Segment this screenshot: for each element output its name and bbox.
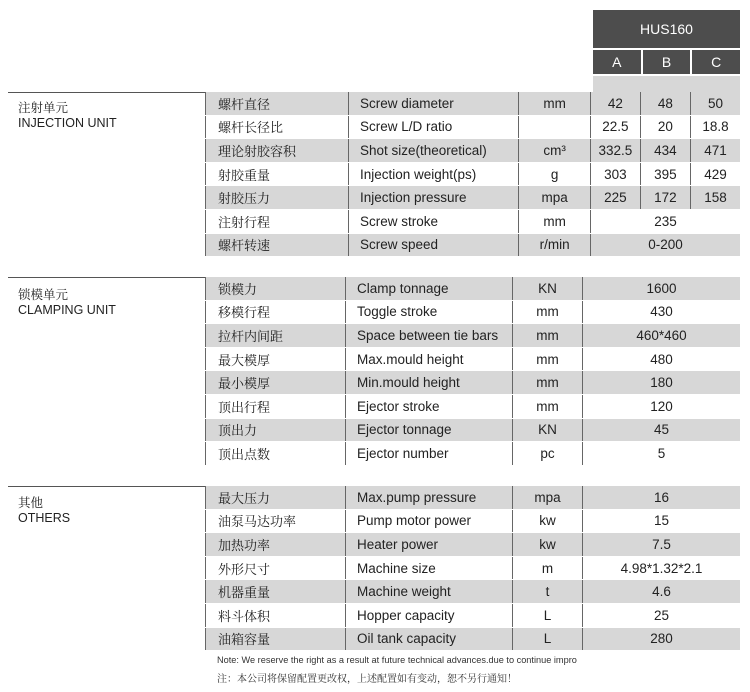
spec-row — [206, 277, 741, 300]
spec-value-a: 332.5 — [590, 139, 640, 163]
variant-b-header: B — [643, 50, 693, 74]
spec-value-b: 20 — [640, 115, 690, 139]
spec-row — [206, 115, 741, 139]
spec-name-cn: 顶出力 — [206, 418, 346, 442]
spec-value: 7.5 — [583, 533, 741, 557]
spec-value: 0-200 — [590, 233, 740, 257]
spec-row — [206, 209, 741, 233]
section-label-cn: 其他 — [18, 496, 44, 510]
spec-name-cn: 移模行程 — [206, 300, 346, 324]
spec-unit: r/min — [519, 233, 590, 257]
section-label-others — [18, 496, 70, 526]
spec-value: 280 — [583, 627, 741, 651]
spec-name-en: Toggle stroke — [346, 300, 513, 324]
spec-name-en: Ejector stroke — [346, 394, 513, 418]
spec-value-b: 48 — [640, 92, 690, 115]
variant-a-header: A — [593, 50, 643, 74]
section-label-clamping — [18, 288, 116, 318]
spec-name-en: Oil tank capacity — [346, 627, 513, 651]
section-label-cn: 注射单元 — [18, 101, 69, 115]
spec-name-en: Space between tie bars — [346, 324, 513, 348]
spec-row — [206, 371, 741, 395]
spec-unit: cm³ — [519, 139, 590, 163]
spec-value: 4.98*1.32*2.1 — [583, 556, 741, 580]
spec-unit: pc — [513, 442, 583, 466]
section-label-cn: 锁模单元 — [18, 288, 69, 302]
spec-row — [206, 233, 741, 257]
model-header — [593, 10, 740, 94]
spec-name-en: Pump motor power — [346, 509, 513, 533]
spec-value: 480 — [583, 347, 741, 371]
spec-name-cn: 外形尺寸 — [206, 556, 346, 580]
spec-unit: mm — [513, 394, 583, 418]
spec-name-en: Heater power — [346, 533, 513, 557]
spec-unit: mm — [513, 371, 583, 395]
spec-value-b: 395 — [640, 162, 690, 186]
spec-value-c: 158 — [690, 186, 740, 210]
spec-value-b: 434 — [640, 139, 690, 163]
spec-name-cn: 机器重量 — [206, 580, 346, 604]
spec-name-cn: 最大压力 — [206, 486, 346, 509]
spec-row — [206, 324, 741, 348]
spec-unit: t — [513, 580, 583, 604]
spec-value-a: 303 — [590, 162, 640, 186]
spec-value: 1600 — [583, 277, 741, 300]
spec-value: 15 — [583, 509, 741, 533]
spec-unit: L — [513, 627, 583, 651]
spec-name-cn: 螺杆转速 — [206, 233, 349, 257]
spec-row — [206, 347, 741, 371]
spec-value-b: 172 — [640, 186, 690, 210]
spec-unit: mm — [513, 324, 583, 348]
spec-unit: mpa — [513, 486, 583, 509]
spec-row — [206, 300, 741, 324]
spec-value: 5 — [583, 442, 741, 466]
spec-value: 16 — [583, 486, 741, 509]
spec-unit: kw — [513, 533, 583, 557]
spec-unit: kw — [513, 509, 583, 533]
spec-name-en: Ejector tonnage — [346, 418, 513, 442]
others-spec-table — [205, 486, 740, 651]
section-label-injection — [18, 101, 117, 131]
spec-value: 180 — [583, 371, 741, 395]
spec-name-en: Injection pressure — [348, 186, 519, 210]
spec-name-en: Hopper capacity — [346, 603, 513, 627]
spec-unit: mm — [519, 209, 590, 233]
spec-row — [206, 92, 741, 115]
note-english: Note: We reserve the right as a result at future technical advances.due to continue impro — [217, 655, 577, 665]
spec-name-en: Screw stroke — [348, 209, 519, 233]
spec-value: 25 — [583, 603, 741, 627]
spec-row — [206, 580, 741, 604]
variant-c-header: C — [692, 50, 740, 74]
spec-name-en: Clamp tonnage — [346, 277, 513, 300]
spec-name-cn: 最小模厚 — [206, 371, 346, 395]
spec-row — [206, 509, 741, 533]
spec-value-a: 225 — [590, 186, 640, 210]
spec-name-en: Max.mould height — [346, 347, 513, 371]
spec-unit: KN — [513, 277, 583, 300]
spec-name-cn: 理论射胶容积 — [206, 139, 349, 163]
spec-value-c: 18.8 — [690, 115, 740, 139]
spec-row — [206, 394, 741, 418]
model-name: HUS160 — [593, 10, 740, 48]
spec-row — [206, 533, 741, 557]
spec-value: 120 — [583, 394, 741, 418]
spec-row — [206, 486, 741, 509]
spec-unit: g — [519, 162, 590, 186]
spec-value-a: 22.5 — [590, 115, 640, 139]
variant-headers — [593, 50, 740, 74]
spec-name-cn: 料斗体积 — [206, 603, 346, 627]
clamping-spec-table — [205, 277, 740, 466]
spec-unit: m — [513, 556, 583, 580]
spec-value-c: 50 — [690, 92, 740, 115]
note-chinese: 注：本公司将保留配置更改权，上述配置如有变动，恕不另行通知！ — [217, 674, 517, 685]
spec-value: 4.6 — [583, 580, 741, 604]
spec-name-cn: 射胶压力 — [206, 186, 349, 210]
spec-name-cn: 拉杆内间距 — [206, 324, 346, 348]
spec-unit: mm — [513, 347, 583, 371]
spec-name-cn: 锁模力 — [206, 277, 346, 300]
spec-row — [206, 418, 741, 442]
spec-name-cn: 射胶重量 — [206, 162, 349, 186]
spec-row — [206, 442, 741, 466]
spec-name-en: Max.pump pressure — [346, 486, 513, 509]
spec-name-cn: 加热功率 — [206, 533, 346, 557]
spec-name-cn: 螺杆直径 — [206, 92, 349, 115]
injection-spec-table — [205, 92, 740, 257]
spec-unit: KN — [513, 418, 583, 442]
spec-row — [206, 603, 741, 627]
section-label-en: INJECTION UNIT — [18, 116, 117, 130]
spec-value: 45 — [583, 418, 741, 442]
spec-name-cn: 最大模厚 — [206, 347, 346, 371]
spec-name-en: Screw diameter — [348, 92, 519, 115]
spec-name-cn: 油泵马达功率 — [206, 509, 346, 533]
spec-name-cn: 油箱容量 — [206, 627, 346, 651]
spec-row — [206, 162, 741, 186]
spec-name-cn: 注射行程 — [206, 209, 349, 233]
spec-value-c: 429 — [690, 162, 740, 186]
spec-name-en: Machine size — [346, 556, 513, 580]
spec-row — [206, 139, 741, 163]
section-label-en: CLAMPING UNIT — [18, 303, 116, 317]
spec-name-en: Ejector number — [346, 442, 513, 466]
spec-unit: L — [513, 603, 583, 627]
spec-name-cn: 顶出点数 — [206, 442, 346, 466]
spec-unit: mm — [513, 300, 583, 324]
spec-name-cn: 螺杆长径比 — [206, 115, 349, 139]
spec-name-en: Min.mould height — [346, 371, 513, 395]
spec-value-a: 42 — [590, 92, 640, 115]
spec-name-en: Injection weight(ps) — [348, 162, 519, 186]
spec-unit: mm — [519, 92, 590, 115]
spec-unit: mpa — [519, 186, 590, 210]
spec-value: 430 — [583, 300, 741, 324]
spec-unit — [519, 115, 590, 139]
section-label-en: OTHERS — [18, 511, 71, 525]
spec-value: 235 — [590, 209, 740, 233]
spec-row — [206, 186, 741, 210]
spec-name-en: Shot size(theoretical) — [348, 139, 519, 163]
spec-value-c: 471 — [690, 139, 740, 163]
spec-name-cn: 顶出行程 — [206, 394, 346, 418]
spec-name-en: Screw L/D ratio — [348, 115, 519, 139]
spec-name-en: Screw speed — [348, 233, 519, 257]
spec-name-en: Machine weight — [346, 580, 513, 604]
spec-value: 460*460 — [583, 324, 741, 348]
spec-row — [206, 556, 741, 580]
spec-row — [206, 627, 741, 651]
